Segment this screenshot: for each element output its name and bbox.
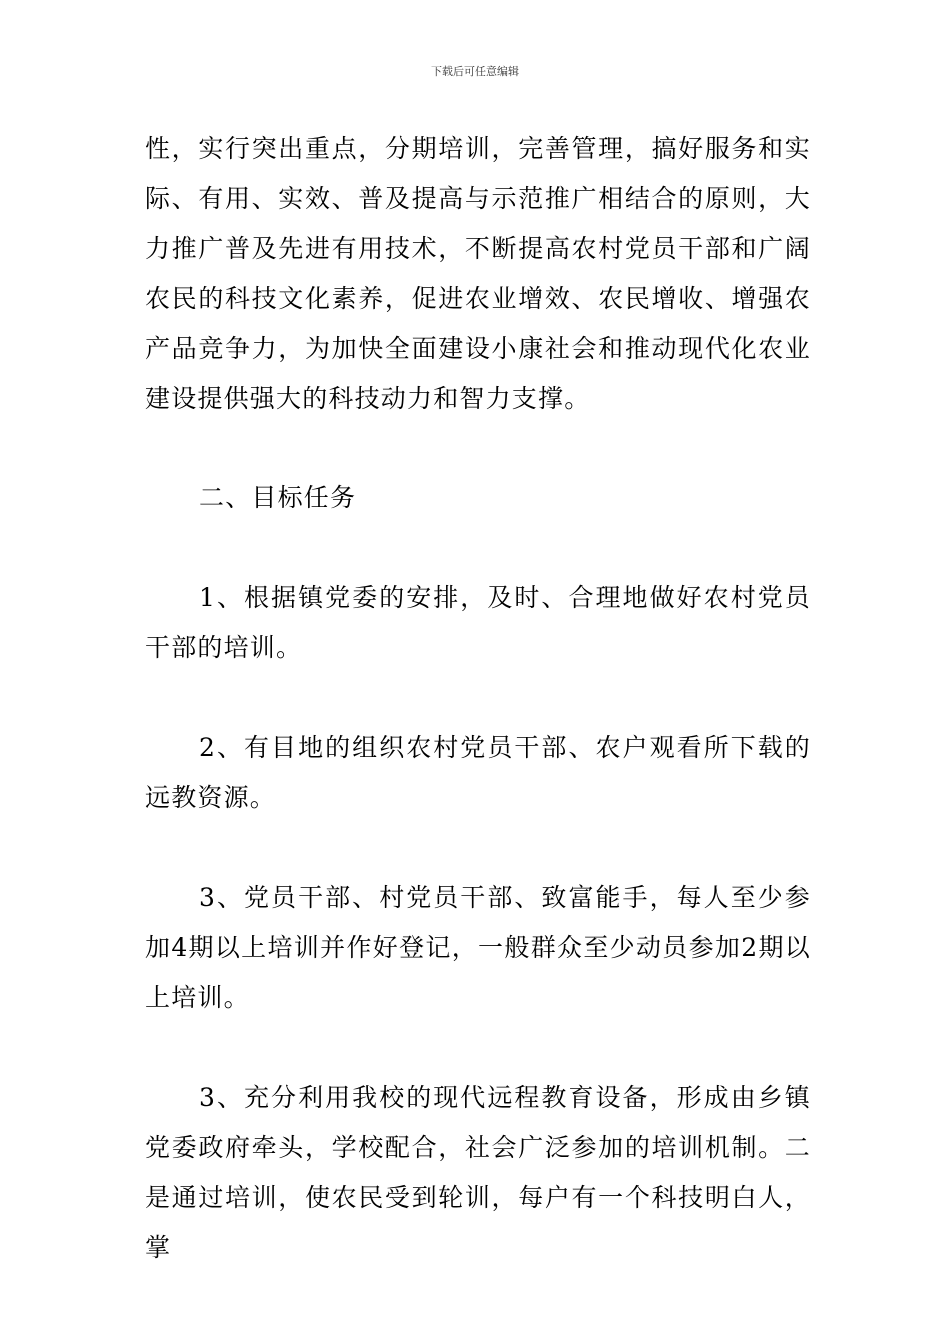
task-item-1: 1、根据镇党委的安排，及时、合理地做好农村党员干部的培训。	[145, 583, 811, 662]
task-item-2: 2、有目地的组织农村党员干部、农户观看所下载的远教资源。	[145, 733, 811, 812]
task-item-3b: 3、充分利用我校的现代远程教育设备，形成由乡镇党委政府牵头，学校配合，社会广泛参加的培训机制。二是通过培训，使农民受到轮训，每户有一个科技明白人，掌	[145, 1083, 811, 1262]
page-header: 下载后可任意编辑	[431, 65, 519, 78]
section-heading: 二、目标任务	[199, 483, 357, 512]
task-item-3: 3、党员干部、村党员干部、致富能手，每人至少参加4期以上培训并作好登记，一般群众至少动员参加2期以上培训。	[145, 883, 811, 1012]
paragraph-continuation: 性，实行突出重点，分期培训，完善管理，搞好服务和实际、有用、实效、普及提高与示范推广相结合的原则，大力推广普及先进有用技术，不断提高农村党员干部和广阔农民的科技文化素养，促进农业增效、农民增收、增强农产品竞争力，为加快全面建设小康社会和推动现代化农业建设提供强大的科技动力和智力支撑。	[145, 134, 811, 413]
